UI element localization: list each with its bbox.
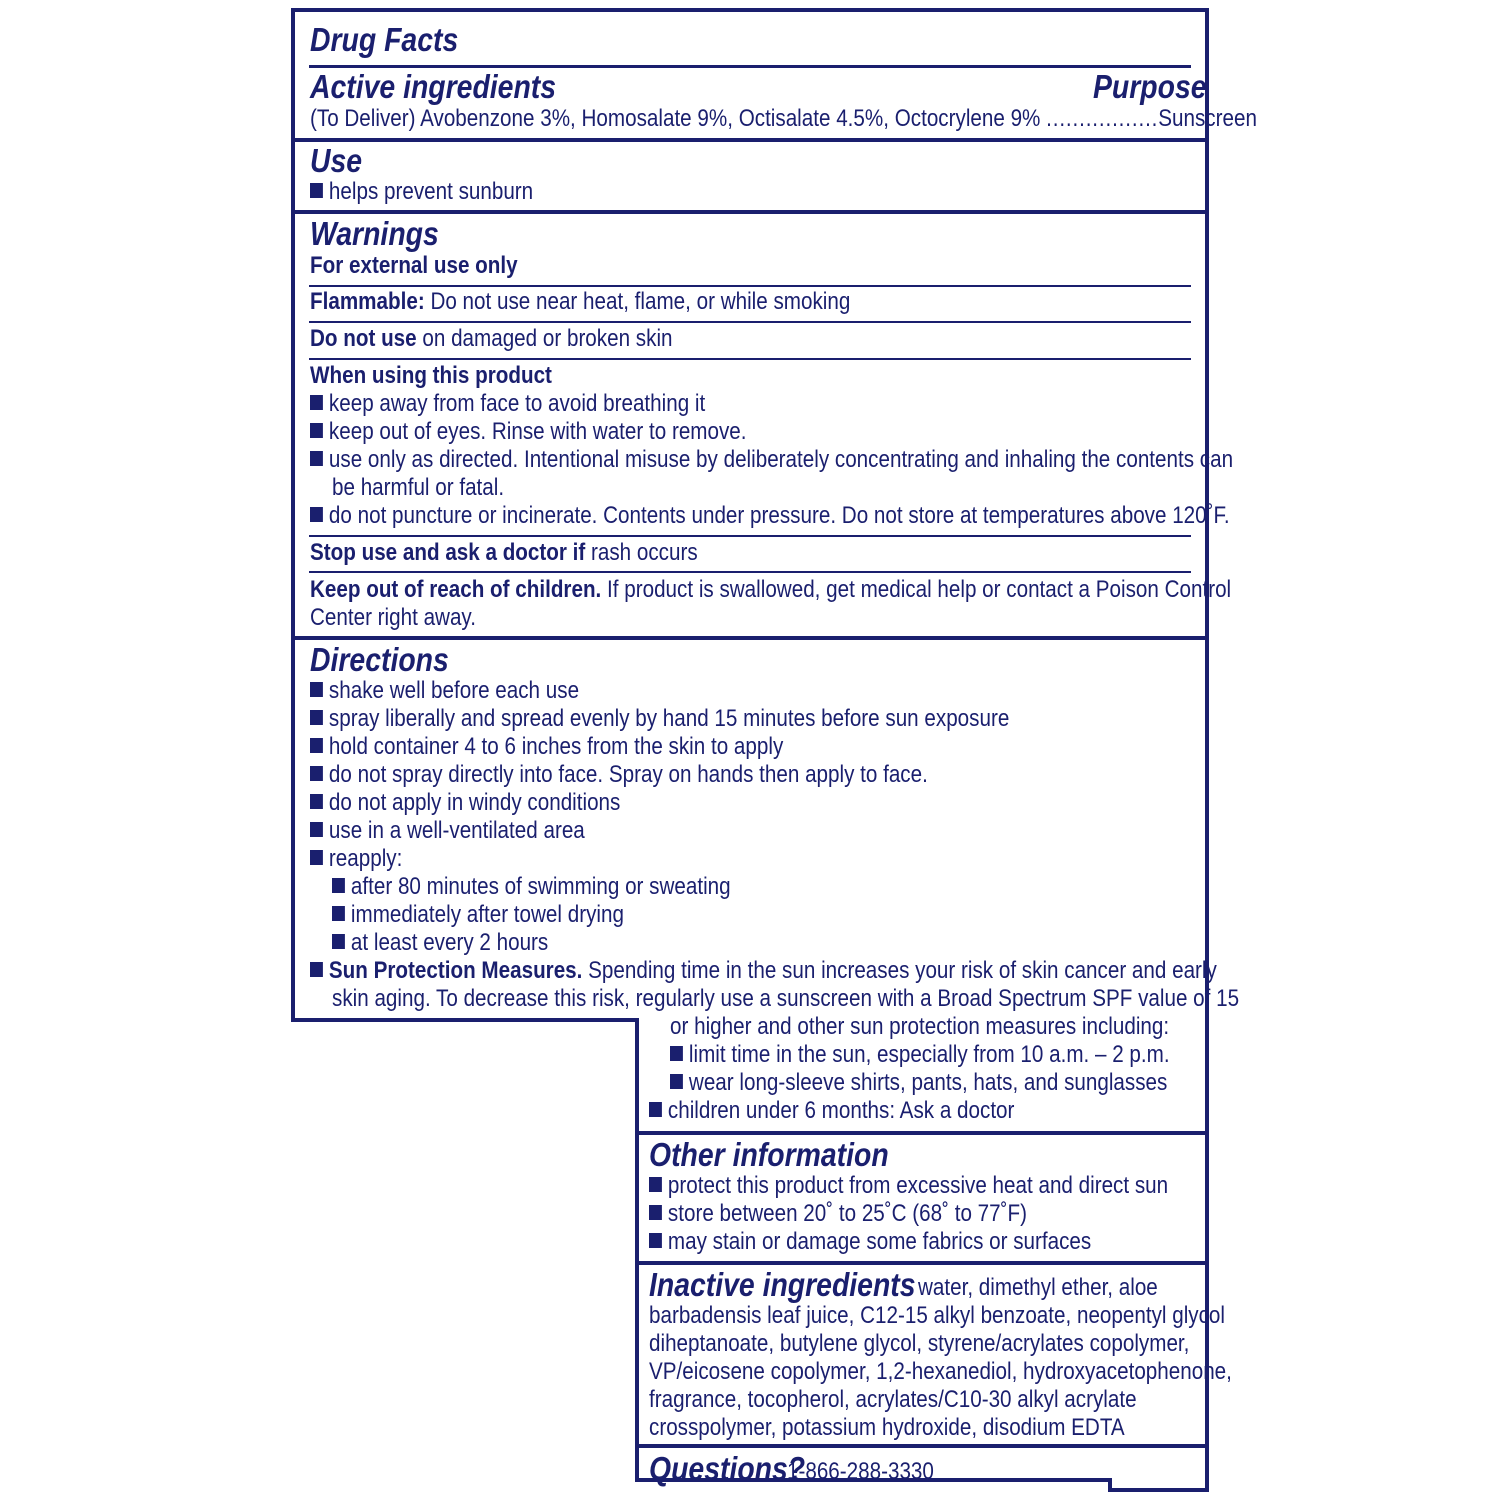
bullet-square-icon — [310, 738, 323, 753]
bullet-square-icon — [670, 1046, 683, 1061]
list-item: spray liberally and spread evenly by hand 15 minutes before sun exposure — [310, 705, 1009, 733]
use-item: helps prevent sunburn — [310, 178, 533, 206]
bullet-square-icon — [649, 1177, 662, 1192]
bullet-square-icon — [310, 822, 323, 837]
inactive-ingredients-line: diheptanoate, butylene glycol, styrene/acrylates copolymer, — [649, 1330, 1190, 1357]
inactive-ingredients-line: barbadensis leaf juice, C12-15 alkyl benzoate, neopentyl glycol — [649, 1302, 1225, 1329]
active-ingredients-heading: Active ingredients — [310, 68, 557, 105]
list-item: do not puncture or incinerate. Contents under pressure. Do not store at temperatures above 120˚F. — [310, 502, 1230, 530]
sun-protection-measures: Sun Protection Measures. Spending time in the sun increases your risk of skin cancer and early — [310, 957, 1217, 985]
bullet-square-icon — [310, 850, 323, 865]
sub-list-item: limit time in the sun, especially from 10 a.m. – 2 p.m. — [670, 1041, 1170, 1069]
list-item: do not spray directly into face. Spray on hands then apply to face. — [310, 761, 928, 789]
sun-protection-continuation: or higher and other sun protection measures including: — [670, 1013, 1170, 1040]
list-item: children under 6 months: Ask a doctor — [649, 1097, 1014, 1125]
list-item: keep away from face to avoid breathing it — [310, 390, 705, 418]
bullet-square-icon — [649, 1233, 662, 1248]
list-item: shake well before each use — [310, 677, 579, 705]
page-title: Drug Facts — [310, 21, 459, 58]
sub-list-item: at least every 2 hours — [332, 929, 548, 957]
rule-under-external — [309, 285, 1191, 287]
bullet-square-icon — [310, 507, 323, 522]
rule-under-when-using — [309, 535, 1191, 537]
warnings-heading: Warnings — [310, 215, 439, 252]
list-item: store between 20˚ to 25˚C (68˚ to 77˚F) — [649, 1200, 1027, 1228]
rule-under-stop-use — [309, 571, 1191, 573]
inactive-ingredients-line: water, dimethyl ether, aloe — [918, 1274, 1158, 1301]
bullet-square-icon — [310, 423, 323, 438]
inactive-ingredients-line: VP/eicosene copolymer, 1,2-hexanediol, hydroxyacetophenone, — [649, 1358, 1232, 1385]
active-ingredients-line — [310, 105, 1257, 133]
directions-heading: Directions — [310, 641, 449, 678]
bullet-square-icon — [670, 1074, 683, 1089]
rule-under-donotuse — [309, 358, 1191, 360]
external-use-text: For external use only — [310, 252, 518, 279]
bullet-square-icon — [332, 934, 345, 949]
keep-out-of-reach-continuation: Center right away. — [310, 604, 476, 631]
bullet-square-icon — [649, 1205, 662, 1220]
list-item: keep out of eyes. Rinse with water to remove. — [310, 418, 747, 446]
bullet-square-icon — [649, 1102, 662, 1117]
flammable-warning: Flammable: Do not use near heat, flame, or while smoking — [310, 288, 851, 315]
sub-list-item: wear long-sleeve shirts, pants, hats, and sunglasses — [670, 1069, 1167, 1097]
bullet-square-icon — [332, 878, 345, 893]
inactive-ingredients-line: crosspolymer, potassium hydroxide, disodium EDTA — [649, 1414, 1125, 1441]
list-item: use in a well-ventilated area — [310, 817, 585, 845]
questions-heading: Questions? — [649, 1450, 806, 1487]
list-item: do not apply in windy conditions — [310, 789, 620, 817]
purpose-heading: Purpose — [1093, 68, 1207, 105]
inactive-ingredients-line: fragrance, tocopherol, acrylates/C10-30 alkyl acrylate — [649, 1386, 1137, 1413]
bullet-square-icon — [310, 794, 323, 809]
bullet-square-icon — [310, 451, 323, 466]
leader-dots: ................. — [1046, 105, 1159, 132]
bullet-square-icon — [310, 395, 323, 410]
list-item-continuation: be harmful or fatal. — [332, 474, 505, 501]
bullet-square-icon — [310, 183, 323, 198]
sub-list-item: after 80 minutes of swimming or sweating — [332, 873, 731, 901]
rule-under-flammable — [309, 321, 1191, 323]
sub-list-item: immediately after towel drying — [332, 901, 624, 929]
list-item: use only as directed. Intentional misuse by deliberately concentrating and inhaling the contents can — [310, 446, 1233, 474]
sun-protection-continuation: skin aging. To decrease this risk, regularly use a sunscreen with a Broad Spectrum SPF value of 15 — [332, 985, 1240, 1012]
inactive-ingredients-heading: Inactive ingredients — [649, 1266, 916, 1303]
bullet-square-icon — [310, 710, 323, 725]
keep-out-of-reach-warning: Keep out of reach of children. If product is swallowed, get medical help or contact a Poison Control — [310, 576, 1232, 603]
questions-phone[interactable]: 1-866-288-3330 — [787, 1458, 934, 1485]
list-item: reapply: — [310, 845, 402, 873]
bullet-square-icon — [332, 906, 345, 921]
when-using-heading: When using this product — [310, 362, 552, 389]
list-item: protect this product from excessive heat and direct sun — [649, 1172, 1168, 1200]
stop-use-warning: Stop use and ask a doctor if rash occurs — [310, 539, 698, 566]
donotuse-warning: Do not use on damaged or broken skin — [310, 325, 673, 352]
active-ingredients-text: (To Deliver) Avobenzone 3%, Homosalate 9%, Octisalate 4.5%, Octocrylene 9% — [310, 105, 1041, 132]
bullet-square-icon — [310, 766, 323, 781]
bullet-square-icon — [310, 962, 323, 977]
purpose-text: Sunscreen — [1158, 105, 1257, 132]
list-item: may stain or damage some fabrics or surfaces — [649, 1228, 1091, 1256]
use-heading: Use — [310, 142, 363, 179]
list-item: hold container 4 to 6 inches from the skin to apply — [310, 733, 783, 761]
other-information-heading: Other information — [649, 1136, 889, 1173]
bullet-square-icon — [310, 682, 323, 697]
